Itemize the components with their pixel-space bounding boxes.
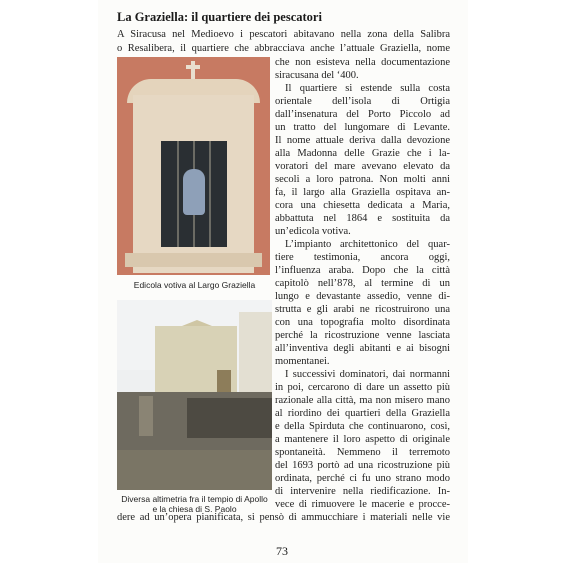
text-line: L’impianto architettonico del quar- — [285, 239, 450, 250]
text-line: vece di rimuovere le macerie e procce- — [275, 499, 450, 510]
text-line: all’inventiva degli abitanti e ai bisogni — [275, 343, 450, 354]
text-line: dall’insenatura del Porto Piccolo ad — [275, 109, 450, 120]
text-line: capitolò nell’878, al termine di un — [275, 278, 450, 289]
text-line: orientale dell’isola di Ortigia — [275, 96, 450, 107]
text-line: un’edicola votiva. — [275, 226, 351, 237]
photo-caption: Edicola votiva al Largo Graziella — [133, 280, 256, 290]
text-line: Il nome attuale deriva dalla devozione — [275, 135, 450, 146]
section-heading: La Graziella: il quartiere dei pescatori — [117, 10, 322, 24]
text-line: razionale alla città, ma non misero mano — [275, 395, 450, 406]
text-line: siracusana del ‘400. — [275, 70, 359, 81]
text-line: fa, il largo alla Graziella ospitava an- — [275, 187, 450, 198]
text-line: A Siracusa nel Medioevo i pescatori abitavano nella zona della Salibra — [117, 29, 450, 40]
text-line: I successivi dominatori, dai normanni — [285, 369, 450, 380]
text-line: che non esisteva nella documentazione — [275, 57, 450, 68]
text-line: cora una chiesetta dedicata a Maria, — [275, 200, 450, 211]
text-line: in poi, cercarono di dare un assetto più — [275, 382, 450, 393]
text-line: l’influenza araba. Dopo che la città — [275, 265, 450, 276]
page-number: 73 — [276, 544, 288, 558]
text-line: a mantenere il loro aspetto di originale — [275, 434, 450, 445]
text-line: un tratto del lungomare di Levante. — [275, 122, 450, 133]
text-line: ordinata, perché ci fu uno strano modo — [275, 473, 450, 484]
text-line: dere ad un’opera pianificata, si pensò di ammucchiare i materiali nelle vie — [117, 512, 450, 523]
text-line: tiere testimonia, ancora oggi, — [275, 252, 450, 263]
text-line: o Resalibera, il quartiere che abbracciava anche l’attuale Graziella, nome — [117, 43, 450, 54]
text-line: del 1693 portò ad una ricostruzione più — [275, 460, 450, 471]
text-line: al riordino dei quartieri della Graziella — [275, 408, 450, 419]
text-line: strutta e gli arabi ne ricostruirono una — [275, 304, 450, 315]
text-line: momentanei. — [275, 356, 330, 367]
text-line: lungo e devastante assedio, venne di- — [275, 291, 450, 302]
text-line: voratori del mare avevano elevato da — [275, 161, 450, 172]
text-line: di intervenire nella riedificazione. In- — [275, 486, 450, 497]
temple-apollo-photo — [117, 300, 272, 490]
votive-shrine-photo — [117, 57, 270, 275]
text-line: secoli a loro patrona. Non molti anni — [275, 174, 450, 185]
text-line: con una topografia molto disordinata — [275, 317, 450, 328]
text-line: perché la ricostruzione venne lasciata — [275, 330, 450, 341]
text-line: alla Madonna delle Grazie che i la- — [275, 148, 450, 159]
photo-caption: e la chiesa di S. Paolo — [152, 504, 237, 514]
photo-caption: Diversa altimetria fra il tempio di Apollo — [121, 494, 268, 504]
text-line: Il quartiere si estende sulla costa — [285, 83, 450, 94]
text-line: abbattuta nel 1864 e sostituita da — [275, 213, 450, 224]
text-line: e della Spirduta che continuarono, così, — [275, 421, 450, 432]
text-line: spontaneità. Nemmeno il terremoto — [275, 447, 450, 458]
